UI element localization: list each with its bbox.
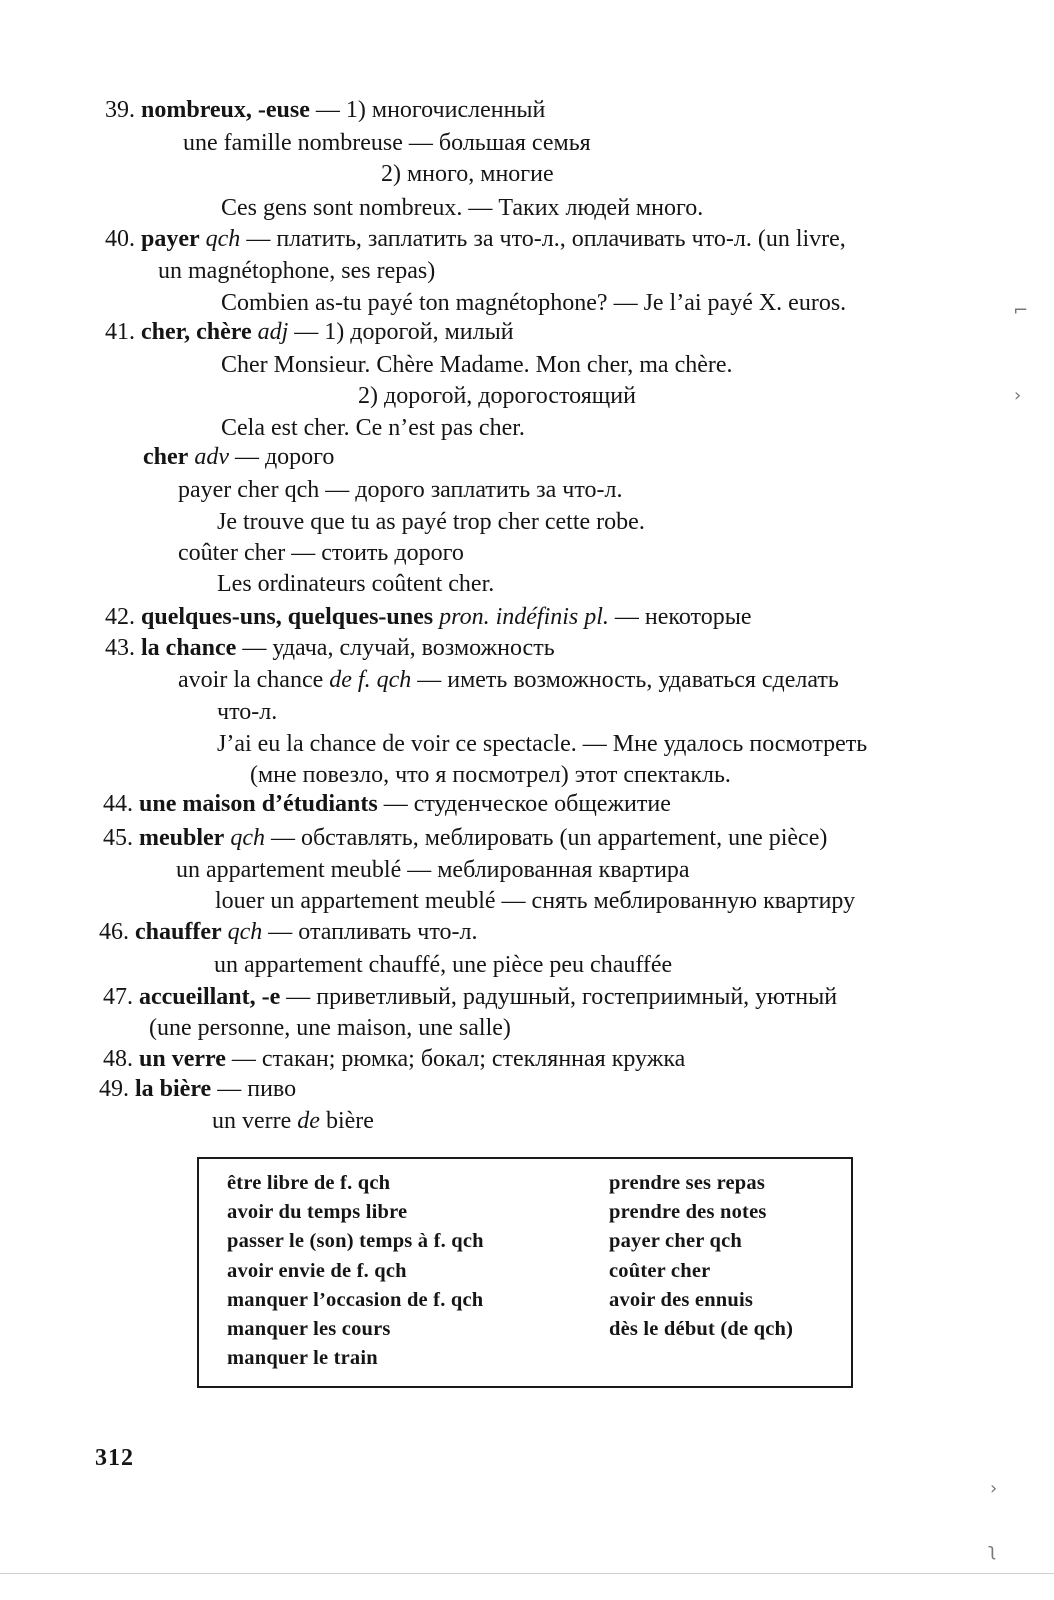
entry-number: 39. [105,97,135,123]
definition-continued: un magnétophone, ses repas) [158,258,436,284]
scan-mark-icon: › [990,1478,998,1499]
example: Je trouve que tu as payé trop cher cette robe. [217,509,645,535]
grammar-label: adv [194,444,229,470]
example-continued: (мне повезло, что я посмотрел) этот спектакль. [250,762,731,788]
headword: la chance [141,635,237,661]
headword: un verre [139,1046,226,1072]
phrase-item: prendre ses repas [609,1172,766,1194]
definition-continued: (une personne, une maison, une salle) [149,1015,511,1041]
definition: — пиво [211,1076,297,1102]
example: un appartement meublé — меблированная квартира [176,857,690,883]
phrase-box [197,1157,853,1388]
phrase: bière [319,1108,374,1134]
definition: — 1) многочисленный [309,97,546,123]
grammar-label: qch [230,825,265,851]
scan-mark-icon: ⌐ [1013,300,1029,321]
phrase-item: manquer les cours [227,1318,391,1341]
headword: la bière [135,1076,212,1102]
example: Cher Monsieur. Chère Madame. Mon cher, ma chère. [221,352,733,378]
example: payer cher qch — дорого заплатить за что-л. [178,477,623,503]
definition: — 1) дорогой, милый [288,319,514,345]
grammar-label: pron. indéfinis pl. [439,604,609,630]
entry-41-headline [105,317,514,347]
phrase: un verre [212,1108,298,1134]
sense: 2) много, многие [381,161,554,187]
headword: cher, chère [141,319,252,345]
definition: — стакан; рюмка; бокал; стеклянная кружка [225,1046,686,1072]
phrase-item: avoir envie de f. qch [227,1259,407,1282]
headword: meubler [139,825,225,851]
example [178,665,839,695]
headword: quelques-uns, quelques-unes [141,604,434,630]
phrase-item: coûter cher [609,1259,711,1282]
page-number: 312 [95,1445,134,1471]
entry-48-headline [103,1044,685,1074]
entry-40-headline [105,224,846,254]
entry-46-headline [99,917,477,947]
definition: — некоторые [608,604,752,630]
phrase: avoir la chance [178,667,330,693]
entry-43-headline [105,633,555,663]
entry-number: 47. [103,984,133,1010]
phrase-item: passer le (son) temps à f. qch [227,1230,484,1253]
example: Ces gens sont nombreux. — Таких людей много. [221,195,704,221]
definition: — приветливый, радушный, гостеприимный, уютный [280,984,838,1010]
example: coûter cher — стоить дорого [178,540,464,566]
example [212,1106,374,1136]
page-edge-rule [0,1573,1054,1574]
grammar-label: qch [205,226,241,252]
entry-47-headline [103,982,837,1012]
entry-39-headline [105,95,545,125]
entry-number: 42. [105,604,135,630]
entry-number: 40. [105,226,135,252]
headword: payer [141,226,200,252]
grammar-label: de [297,1108,320,1134]
entry-49-headline [99,1074,296,1104]
definition: — студенческое общежитие [377,791,671,817]
entry-45-headline [103,823,827,853]
sub-entry-headline [143,442,334,472]
phrase-item: avoir du temps libre [227,1201,408,1224]
entry-number: 41. [105,319,135,345]
definition: — дорого [228,444,335,470]
phrase-box-right-column [609,1169,793,1344]
phrase-item: être libre de f. qch [227,1172,391,1194]
grammar-label: adj [257,319,289,345]
phrase-item: manquer l’occasion de f. qch [227,1288,484,1311]
example: Cela est cher. Ce n’est pas cher. [221,415,525,441]
headword: chauffer [135,919,222,945]
entry-number: 45. [103,825,133,851]
example: louer un appartement meublé — снять меблированную квартиру [215,888,856,914]
scan-mark-icon: › [1014,385,1022,406]
example: une famille nombreuse — большая семья [183,130,591,156]
grammar-label: qch [227,919,263,945]
entry-42-headline [105,602,751,632]
definition: — платить, заплатить за что-л., оплачивать что-л. (un livre, [240,226,846,252]
headword: une maison d’étudiants [139,791,378,817]
headword: nombreux, -euse [141,97,310,123]
entry-number: 44. [103,791,133,817]
example: J’ai eu la chance de voir ce spectacle. — Мне удалось посмотреть [217,731,868,757]
sense: 2) дорогой, дорогостоящий [358,383,636,409]
phrase-item: prendre des notes [609,1201,767,1224]
example: Les ordinateurs coûtent cher. [217,571,495,597]
phrase-item: manquer le train [227,1347,378,1370]
scan-mark-icon: ʅ [988,1540,997,1561]
definition: — удача, случай, возможность [236,635,555,661]
phrase-item: avoir des ennuis [609,1288,754,1311]
entry-number: 46. [99,919,129,945]
entry-number: 48. [103,1046,133,1072]
phrase-box-left-column [227,1169,484,1373]
phrase-item: dès le début (de qch) [609,1318,794,1341]
grammar-label: de f. qch [329,667,412,693]
entry-number: 43. [105,635,135,661]
example-continued: что-л. [217,699,278,725]
definition: — обставлять, меблировать (un appartement, une pièce) [264,825,828,851]
phrase-item: payer cher qch [609,1230,743,1253]
entry-number: 49. [99,1076,129,1102]
headword: accueillant, -e [139,984,281,1010]
example: Combien as-tu payé ton magnétophone? — Je l’ai payé X. euros. [221,290,847,316]
definition: — иметь возможность, удаваться сделать [411,667,839,693]
headword: cher [143,444,189,470]
example: un appartement chauffé, une pièce peu chauffée [214,952,673,978]
entry-44-headline [103,789,671,819]
definition: — отапливать что-л. [262,919,478,945]
